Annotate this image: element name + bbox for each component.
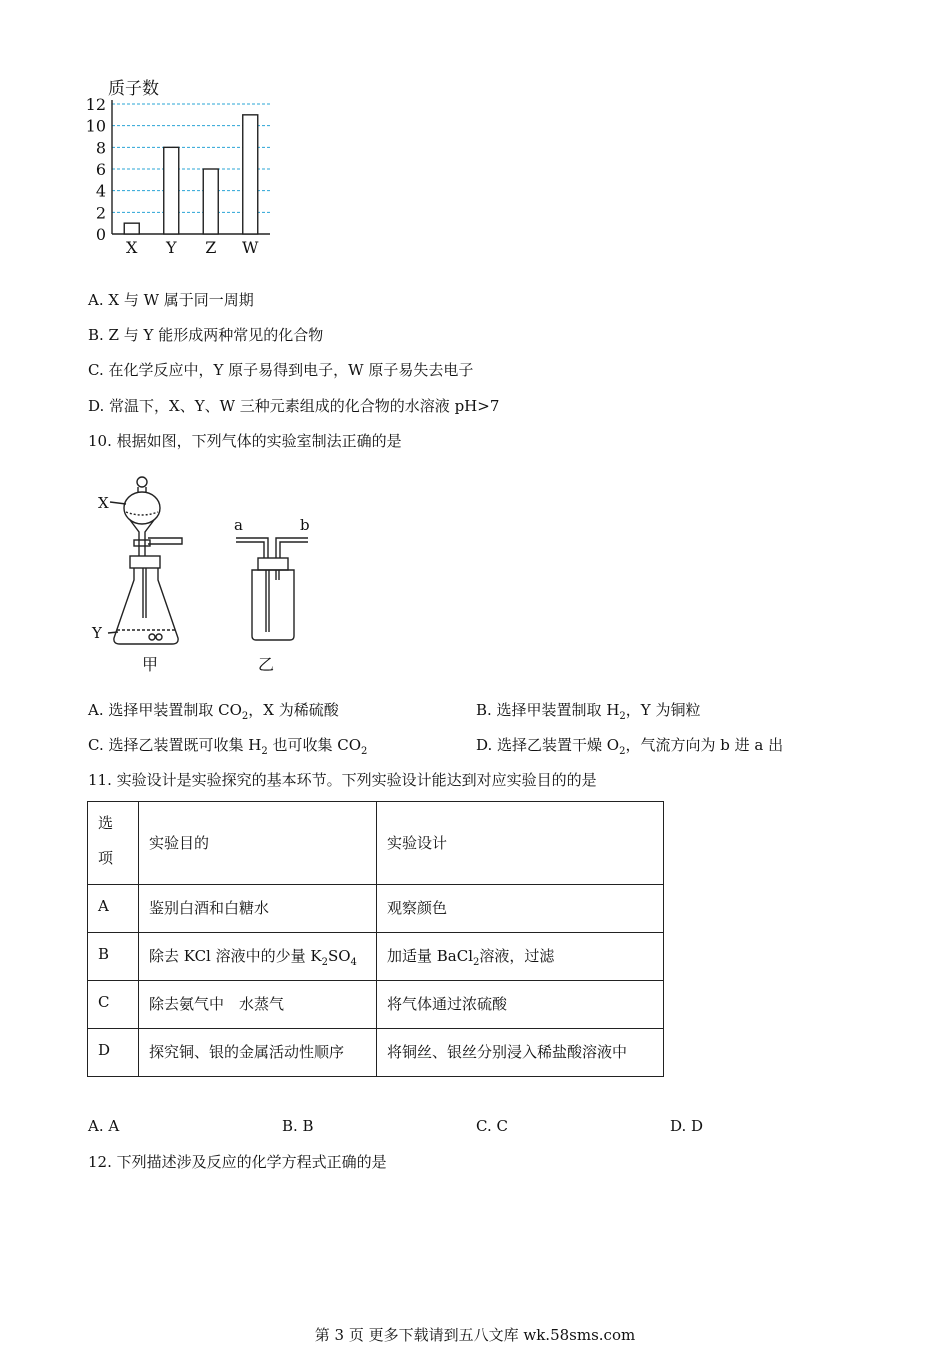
header-design: 实验设计 bbox=[377, 802, 664, 885]
table-row bbox=[88, 933, 664, 981]
y-tick-label: 8 bbox=[95, 138, 106, 158]
q10-option-c-mid: 也可收集 CO bbox=[267, 736, 362, 754]
experiment-table bbox=[87, 801, 664, 1077]
q10-option-a-text: A. 选择甲装置制取 CO bbox=[88, 701, 242, 719]
y-tick-label: 10 bbox=[86, 116, 106, 136]
x-tick-label: Y bbox=[165, 238, 177, 257]
q12-stem: 12. 下列描述涉及反应的化学方程式正确的是 bbox=[88, 1153, 387, 1171]
q10-option-b bbox=[476, 700, 700, 727]
table-row bbox=[88, 1029, 664, 1077]
q10-option-c-sub1: 2 bbox=[261, 746, 268, 757]
table-header-row bbox=[88, 802, 664, 885]
header-goal: 实验目的 bbox=[139, 802, 377, 885]
q9-option-c: C. 在化学反应中，Y 原子易得到电子，W 原子易失去电子 bbox=[88, 361, 474, 379]
table-row bbox=[88, 981, 664, 1029]
bar bbox=[124, 223, 139, 234]
row-goal: 鉴别白酒和白糖水 bbox=[139, 885, 377, 933]
bar bbox=[164, 147, 179, 234]
row-design-sub: 2 bbox=[473, 957, 480, 968]
q10-option-d bbox=[476, 735, 783, 762]
q10-option-c-text: C. 选择乙装置既可收集 H bbox=[88, 736, 262, 754]
row-goal-sub1: 2 bbox=[321, 957, 328, 968]
row-option: A bbox=[88, 885, 139, 933]
bar bbox=[203, 169, 218, 234]
q11-answer-d: D. D bbox=[670, 1117, 704, 1135]
q11-stem: 11. 实验设计是实验探究的基本环节。下列实验设计能达到对应实验目的的是 bbox=[88, 771, 597, 789]
row-design-tail: 溶液，过滤 bbox=[479, 947, 555, 965]
row-goal: 除去氨气中 水蒸气 bbox=[139, 981, 377, 1029]
label-x: X bbox=[98, 494, 109, 512]
row-design: 将铜丝、银丝分别浸入稀盐酸溶液中 bbox=[377, 1029, 664, 1077]
row-design bbox=[377, 933, 664, 981]
q10-option-c-sub2: 2 bbox=[361, 746, 368, 757]
apparatus-figure bbox=[86, 460, 326, 680]
x-tick-label: X bbox=[126, 238, 138, 257]
q10-option-a-sub: 2 bbox=[241, 711, 249, 722]
q10-option-d-text: D. 选择乙装置干燥 O bbox=[476, 736, 620, 754]
row-goal: 探究铜、银的金属活动性顺序 bbox=[139, 1029, 377, 1077]
page-footer: 第 3 页 更多下载请到五八文库 wk.58sms.com bbox=[314, 1326, 636, 1344]
q9-option-d: D. 常温下，X、Y、W 三种元素组成的化合物的水溶液 pH>7 bbox=[88, 397, 500, 415]
label-b: b bbox=[300, 516, 310, 534]
q10-option-b-text: B. 选择甲装置制取 H bbox=[476, 701, 620, 719]
y-tick-label: 12 bbox=[86, 95, 106, 114]
q10-option-d-sub: 2 bbox=[619, 746, 626, 757]
row-design: 观察颜色 bbox=[377, 885, 664, 933]
y-tick-label: 4 bbox=[95, 181, 106, 201]
label-jia: 甲 bbox=[142, 655, 159, 674]
row-design: 将气体通过浓硫酸 bbox=[377, 981, 664, 1029]
y-tick-label: 0 bbox=[95, 225, 106, 244]
label-y: Y bbox=[92, 624, 102, 642]
q10-stem: 10. 根据如图，下列气体的实验室制法正确的是 bbox=[88, 432, 402, 450]
header-option-line2: 项 bbox=[98, 849, 114, 867]
row-goal-sub2: 4 bbox=[350, 957, 357, 968]
q9-option-a: A. X 与 W 属于同一周期 bbox=[88, 291, 254, 309]
q11-answer-b: B. B bbox=[282, 1117, 314, 1135]
y-tick-label: 6 bbox=[95, 160, 106, 179]
y-axis-label: 质子数 bbox=[108, 79, 159, 99]
row-goal-mid: SO bbox=[327, 947, 351, 965]
label-yi: 乙 bbox=[258, 655, 275, 674]
table-row bbox=[88, 885, 664, 933]
header-option-line1: 选 bbox=[98, 814, 114, 832]
proton-number-chart bbox=[86, 74, 286, 264]
row-option: B bbox=[88, 933, 139, 981]
row-design-text: 加适量 BaCl bbox=[387, 947, 474, 965]
row-option: C bbox=[88, 981, 139, 1029]
x-tick-label: W bbox=[242, 238, 259, 257]
label-a: a bbox=[234, 516, 243, 534]
q10-option-b-sub: 2 bbox=[619, 711, 626, 722]
header-option bbox=[88, 802, 139, 885]
q11-answer-a: A. A bbox=[88, 1117, 120, 1135]
q10-option-b-tail: ，Y 为铜粒 bbox=[625, 701, 701, 719]
q11-answer-c: C. C bbox=[476, 1117, 508, 1135]
q10-option-a bbox=[88, 700, 339, 727]
bar bbox=[243, 115, 258, 234]
row-option: D bbox=[88, 1029, 139, 1077]
q10-option-a-tail: ，X 为稀硫酸 bbox=[248, 701, 339, 719]
apparatus-drawing bbox=[86, 460, 326, 680]
y-tick-label: 2 bbox=[95, 203, 106, 223]
q10-option-d-tail: ，气流方向为 b 进 a 出 bbox=[625, 736, 784, 754]
q10-option-c bbox=[88, 735, 367, 762]
row-goal bbox=[139, 933, 377, 981]
row-goal-text: 除去 KCl 溶液中的少量 K bbox=[149, 947, 322, 965]
q9-option-b: B. Z 与 Y 能形成两种常见的化合物 bbox=[88, 326, 324, 344]
bar-chart-svg bbox=[86, 74, 286, 264]
x-tick-label: Z bbox=[205, 238, 217, 257]
